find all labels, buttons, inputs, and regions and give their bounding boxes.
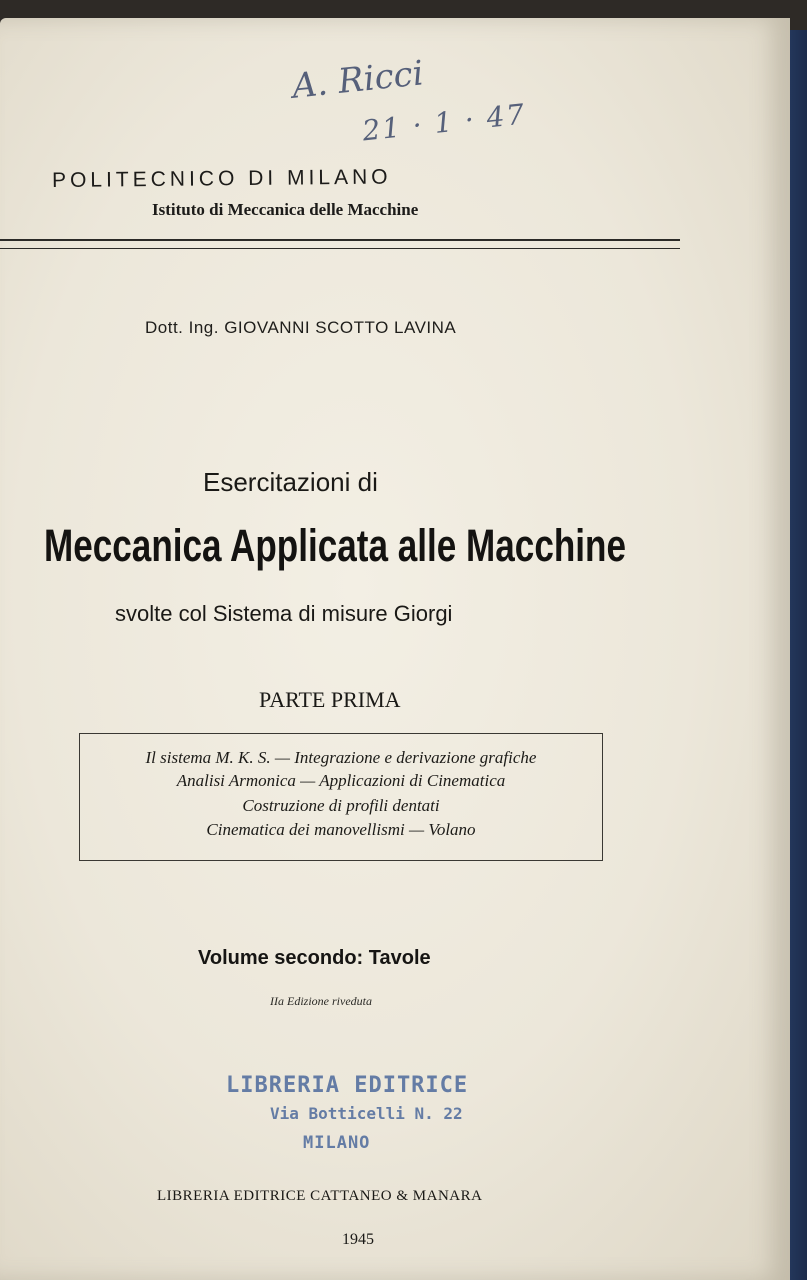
topic-line: Cinematica dei manovellismi — Volano <box>206 820 476 839</box>
handwritten-date: 21 · 1 · 47 <box>360 97 528 148</box>
header-divider <box>0 239 680 241</box>
topics-box <box>79 733 603 861</box>
handwritten-signature: A. Ricci <box>290 53 426 107</box>
stamp-line-3: MILANO <box>303 1133 371 1153</box>
volume-label: Volume secondo: Tavole <box>198 947 431 969</box>
edition-label: IIa Edizione riveduta <box>270 994 372 1008</box>
stamp-line-2: Via Botticelli N. 22 <box>270 1104 463 1123</box>
title-page <box>0 18 790 1280</box>
header-divider-thin <box>0 248 680 249</box>
institution-name: POLITECNICO DI MILANO <box>51 165 392 193</box>
publisher: LIBRERIA EDITRICE CATTANEO & MANARA <box>157 1188 483 1204</box>
part-label: PARTE PRIMA <box>259 687 401 712</box>
topic-line: Costruzione di profili dentati <box>242 796 440 815</box>
main-title: Meccanica Applicata alle Macchine <box>44 520 627 571</box>
topic-line: Il sistema M. K. S. — Integrazione e derivazione grafiche <box>145 748 537 767</box>
publication-year: 1945 <box>342 1231 374 1248</box>
topic-line: Analisi Armonica — Applicazioni di Cinematica <box>176 771 506 790</box>
title-subtitle: svolte col Sistema di misure Giorgi <box>115 601 453 626</box>
stamp-line-1: LIBRERIA EDITRICE <box>226 1073 469 1098</box>
institute-name: Istituto di Meccanica delle Macchine <box>152 200 419 219</box>
title-prefix: Esercitazioni di <box>203 467 378 497</box>
author: Dott. Ing. GIOVANNI SCOTTO LAVINA <box>145 318 457 337</box>
